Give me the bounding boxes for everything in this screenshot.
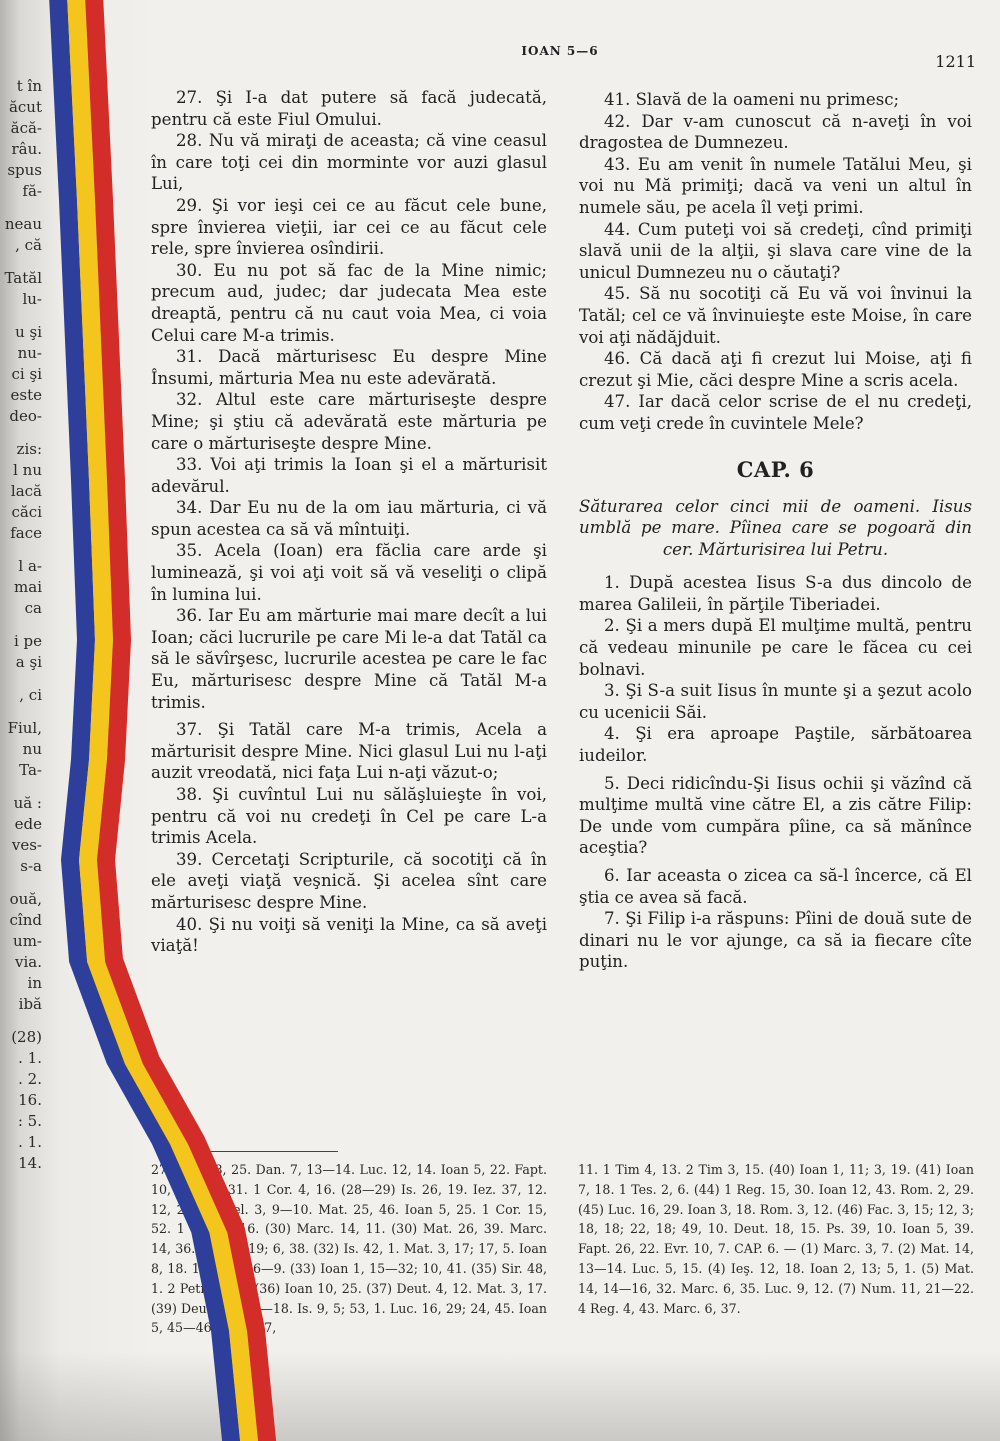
previous-page-fragment: căci (11, 503, 42, 521)
chapter-heading: CAP. 6 (736, 456, 815, 482)
verse: 30. Eu nu pot să fac de la Mine nimic; precum aud, judec; dar judecata Mea este dreaptă, pentru că nu caut voia Mea, ci voia Celui care M-a trimis. (151, 260, 547, 345)
verse: 29. Şi vor ieşi cei ce au făcut cele bune, spre învierea vieţii, iar cei ce au făcut cele rele, spre învierea osîndirii. (151, 195, 547, 259)
previous-page-fragment: , ci (19, 686, 42, 704)
previous-page-fragment: 14. (18, 1154, 42, 1172)
footnotes-left: 27. Fac. 18, 25. Dan. 7, 13—14. Luc. 12, 14. Ioan 5, 22. Fapt. 10, 42; 17, 31. 1 Cor. 4, 16. (28—29) Is. 26, 19. Iez. 37, 12. 12, 2—3. Înţel. 3, 9—10. Mat. 25, 46. Ioan 5, 25. 1 Cor. 15, 52. 1 Tes. 4, 16. (30) Marc. 14, 11. (30) Mat. 26, 39. Marc. 14, 36. Ioan 5, 19; 6, 38. (32) Is. 42, 1. Mat. 3, 17; 17, 5. Ioan 8, 18. 1 Ioan 5, 6—9. (33) Ioan 1, 15—32; 10, 41. (35) Sir. 48, 1. 2 Petr. 1, 19. (36) Ioan 10, 25. (37) Deut. 4, 12. Mat. 3, 17. (39) Deut. 18, 15—18. Is. 9, 5; 53, 1. Luc. 16, 29; 24, 45. Ioan 5, 45—46. Fapt. 17, (151, 1162, 547, 1336)
previous-page-fragment: ăcut (8, 98, 42, 116)
previous-page-fragment: râu. (11, 140, 42, 158)
verse: 37. Şi Tatăl care M-a trimis, Acela a mărturisit despre Mine. Nici glasul Lui nu l-aţi auzit vreodată, nici faţa Lui n-aţi văzut-o; (151, 720, 547, 783)
verse: 6. Iar aceasta o zicea ca să-l încerce, că El ştia ce avea să facă. (579, 866, 972, 907)
verse: 42. Dar v-am cunoscut că n-aveţi în voi dragostea de Dumnezeu. (579, 111, 972, 153)
previous-page-fragment: : 5. (17, 1112, 42, 1130)
previous-page-fragment: lacă (10, 482, 42, 500)
verse: 44. Cum puteţi voi să credeţi, cînd primiţi slavă unii de la alţii, şi slava care vine de la unicul Dumnezeu nu o căutaţi? (579, 219, 972, 282)
verse: 33. Voi aţi trimis la Ioan şi el a mărturisit adevărul. (151, 455, 547, 496)
verse: 43. Eu am venit în numele Tatălui Meu, şi voi nu Mă primiţi; dacă va veni un altul în numele său, pe acela îl veţi primi. (579, 154, 972, 217)
previous-page-fragment: 16. (18, 1091, 42, 1109)
verse: 3. Şi S-a suit Iisus în munte şi a şezut acolo cu ucenicii Săi. (579, 681, 972, 722)
previous-page-fragment: fă- (22, 182, 42, 200)
previous-page-fragment: cînd (9, 911, 42, 929)
previous-page-fragment: , că (15, 236, 42, 254)
previous-page-fragment: mai (14, 578, 42, 596)
verse: 28. Nu vă miraţi de aceasta; că vine ceasul în care toţi cei din morminte vor auzi glasul Lui, (151, 131, 547, 194)
chapter-summary: Săturarea celor cinci mii de oameni. Iisus umblă pe mare. Pîinea care se pogoară din cer. Mărturisirea lui Petru. (579, 496, 972, 559)
previous-page-fragment: ăcă- (10, 119, 42, 137)
ribbon-stripe-red (94, 0, 268, 1441)
verse: 39. Cercetaţi Scripturile, că socotiţi că în ele aveţi viaţă veşnică. Şi acelea sînt care mărturisesc despre Mine. (151, 849, 547, 912)
previous-page-fragment: ouă, (9, 890, 42, 908)
verse: 40. Şi nu voiţi să veniţi la Mine, ca să aveţi viaţă! (151, 914, 547, 956)
verse: 32. Altul este care mărturiseşte despre Mine; şi ştiu că adevărată este mărturia pe care o mărturiseşte despre Mine. (151, 390, 547, 453)
verse: 1. După acestea Iisus S-a dus dincolo de marea Galileii, în părţile Tiberiadei. (579, 573, 972, 614)
verse: 47. Iar dacă celor scrise de el nu credeţi, cum veţi crede în cuvintele Mele? (579, 392, 972, 433)
previous-page-fragment: . 1. (18, 1133, 42, 1151)
previous-page-fragment: lu- (22, 290, 42, 308)
footnotes-right: 11. 1 Tim 4, 13. 2 Tim 3, 15. (40) Ioan 1, 11; 3, 19. (41) Ioan 7, 18. 1 Tes. 2, 6. (44) 1 Reg. 15, 30. Ioan 12, 43. Rom. 2, 29. (45) Luc. 16, 29. Ioan 3, 18. Rom. 3, 12. (46) Fac. 3, 15; 12, 3; 18, 18; 22, 18; 49, 10. Deut. 18, 15. Ps. 39, 10. Ioan 5, 39. Fapt. 26, 22. Evr. 10, 7. CAP. 6. — (1) Marc. 3, 7. (2) Mat. 14, 13—14. Luc. 5, 15. (4) Ieş. 12, 18. Ioan 2, 13; 5, 1. (5) Mat. 14, 14—16, 32. Marc. 6, 35. Luc. 9, 12. (7) Num. 11, 21—22. 4 Reg. 4, 43. Marc. 6, 37. (578, 1162, 974, 1316)
previous-page-fragment: ibă (18, 995, 42, 1013)
previous-page-fragment: l a- (18, 557, 42, 575)
verse: 45. Să nu socotiţi că Eu vă voi învinui la Tatăl; cel ce vă învinuieşte este Moise, în care voi aţi nădăjduit. (579, 284, 972, 347)
previous-page-fragment: (28) (11, 1028, 42, 1046)
previous-page-fragment: Tatăl (4, 269, 42, 287)
previous-page-fragment: deo- (9, 407, 42, 425)
page-number: 1211 (935, 52, 976, 71)
previous-page-fragment: in (27, 974, 42, 992)
verse: 2. Şi a mers după El mulţime multă, pentru că vedeau minunile pe care le făcea cu cei bolnavi. (579, 616, 972, 679)
previous-page-fragment: nu- (17, 344, 42, 362)
previous-page-fragment: ca (24, 599, 42, 617)
previous-page-fragment: um- (13, 932, 42, 950)
previous-page-fragment: Ta- (19, 761, 42, 779)
previous-page-fragment: t în (16, 77, 42, 95)
previous-page-fragment: via. (15, 953, 42, 971)
verse: 5. Deci ridicîndu-Şi Iisus ochii şi văzînd că mulţime multă vine către El, a zis către Filip: De unde vom cumpăra pîine, ca să mănînce aceştia? (579, 773, 972, 858)
previous-page-fragment: a şi (15, 653, 42, 671)
verse: 38. Şi cuvîntul Lui nu sălăşluieşte în voi, pentru că voi nu credeţi în Cel pe care L-a trimis Acela. (151, 785, 547, 848)
previous-page-fragment: . 1. (18, 1049, 42, 1067)
previous-page-fragment: i pe (13, 632, 42, 650)
previous-page-fragment: l nu (13, 461, 42, 479)
previous-page-fragment: face (10, 524, 42, 542)
running-header: IOAN 5—6 (521, 44, 599, 58)
verse: 7. Şi Filip i-a răspuns: Pîini de două sute de dinari nu le vor ajunge, ca să ia fiecare cîte puţin. (579, 909, 972, 972)
verse: 4. Şi era aproape Paştile, sărbătoarea iudeilor. (579, 724, 972, 766)
verse: 31. Dacă mărturisesc Eu despre Mine Însumi, mărturia Mea nu este adevărată. (151, 347, 547, 388)
verse: 35. Acela (Ioan) era făclia care arde şi luminează, şi voi aţi voit să vă veseliţi o clipă în lumina lui. (151, 541, 547, 604)
verse: 36. Iar Eu am mărturie mai mare decît a lui Ioan; căci lucrurile pe care Mi le-a dat Tatăl ca să le săvîrşesc, lucrurile acestea pe care le fac Eu, mărturisesc despre Mine că Tatăl M-a trimis. (151, 606, 547, 712)
verse: 46. Că dacă aţi fi crezut lui Moise, aţi fi crezut şi Mie, căci despre Mine a scris acela. (579, 349, 972, 390)
previous-page-fragment: Fiul, (7, 719, 42, 737)
previous-page-fragment: neau (4, 215, 42, 233)
previous-page-fragment: s-a (20, 857, 42, 875)
previous-page-fragment: ede (14, 815, 42, 833)
previous-page-fragment: ves- (11, 836, 42, 854)
previous-page-fragment: uă : (13, 794, 42, 812)
previous-page-fragment: zis: (16, 440, 42, 458)
previous-page-fragment: . 2. (18, 1070, 42, 1088)
verse: 41. Slavă de la oameni nu primesc; (604, 90, 900, 109)
verse: 34. Dar Eu nu de la om iau mărturia, ci vă spun acestea ca să vă mîntuiţi. (151, 498, 547, 539)
previous-page-fragment: ci şi (11, 365, 42, 383)
previous-page-fragment: nu (22, 740, 42, 758)
previous-page-fragment: este (10, 386, 42, 404)
verse: 27. Şi I-a dat putere să facă judecată, pentru că este Fiul Omului. (151, 88, 547, 129)
previous-page-fragment: spus (7, 161, 42, 179)
previous-page-fragment: u şi (15, 323, 42, 341)
